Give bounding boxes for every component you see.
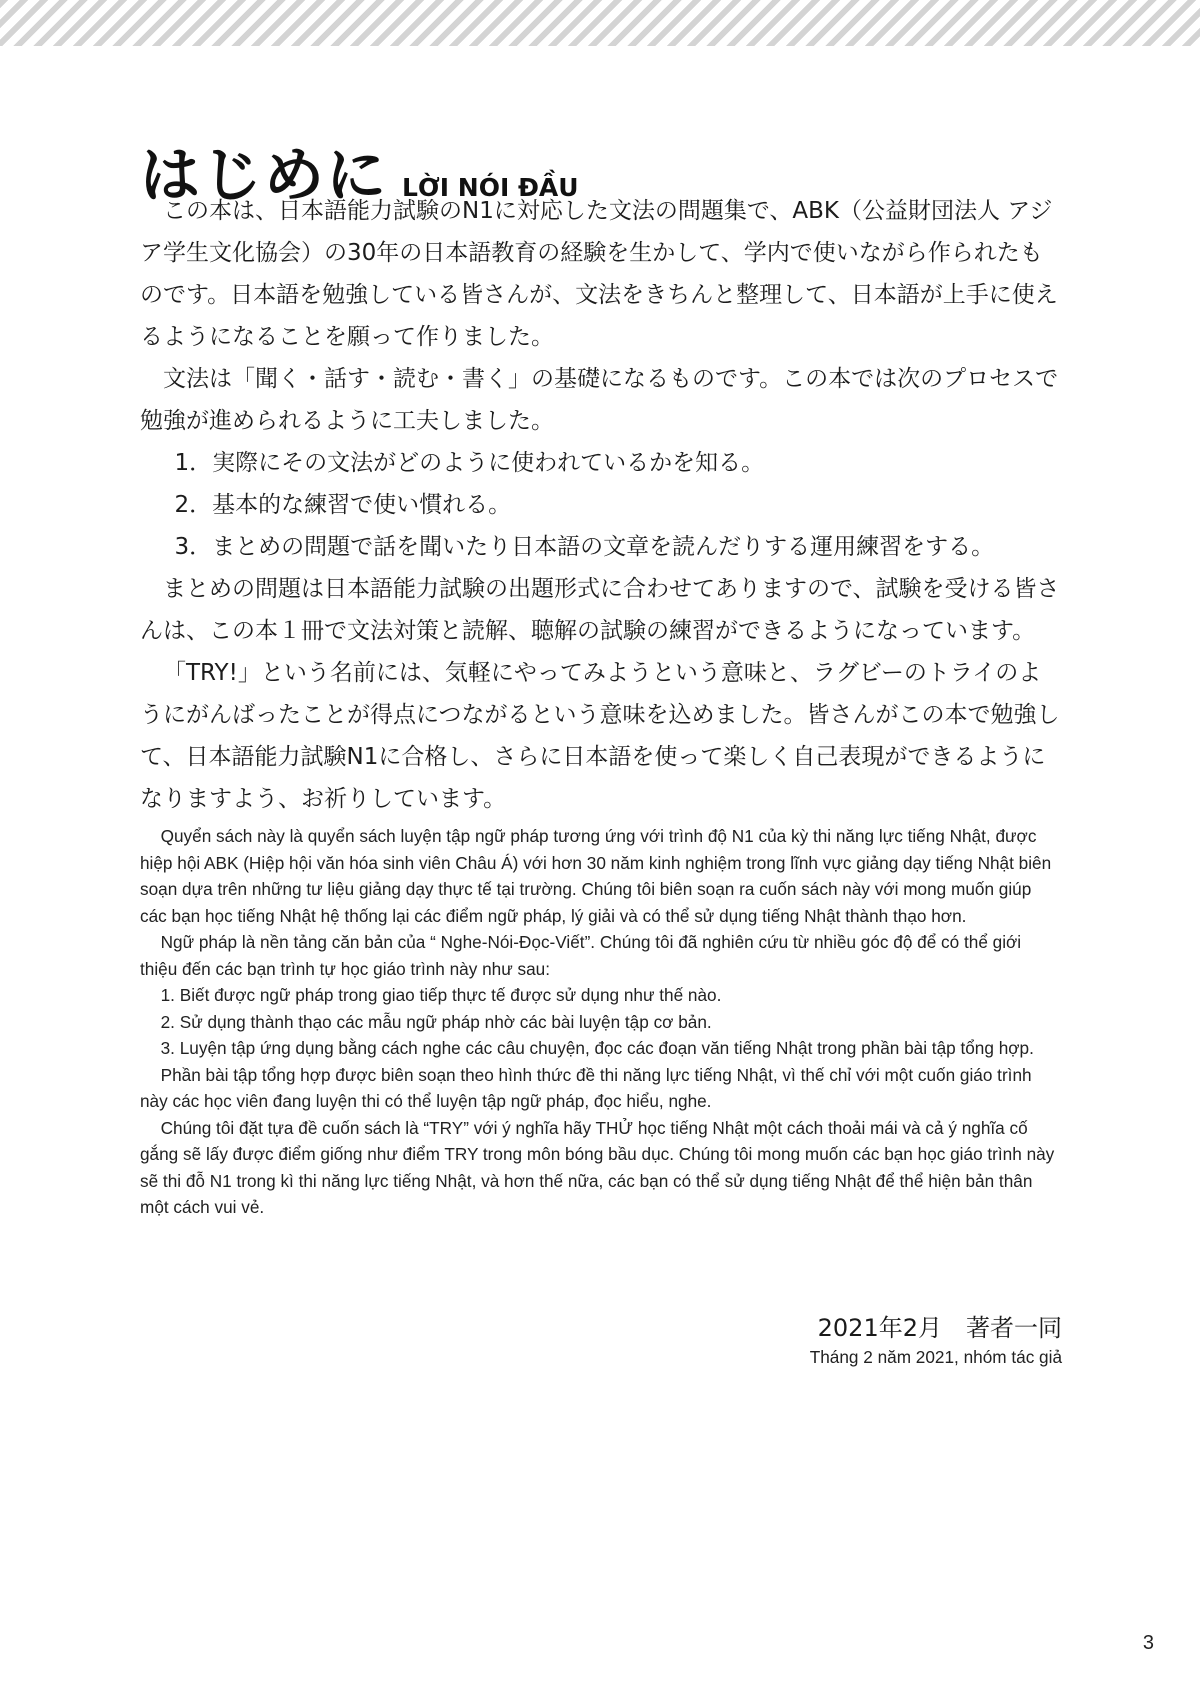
signature-japanese: 2021年2月 著者一同	[817, 1314, 1062, 1342]
vi-step-2: 2. Sử dụng thành thạo các mẫu ngữ pháp nhờ các bài luyện tập cơ bản.	[160, 1011, 712, 1032]
vi-paragraph-1: Quyển sách này là quyển sách luyện tập ngữ pháp tương ứng với trình độ N1 của kỳ thi năng lực tiếng Nhật, được hiệp hội ABK (Hiệp hội văn hóa sinh viên Châu Á) với hơn 30 năm kinh nghiệm trong lĩnh vực giảng dạy tiếng Nhật biên soạn dựa trên những tư liệu giảng dạy thực tế tại trường. Chúng tôi biên soạn ra cuốn sách này với mong muốn giúp các bạn học tiếng Nhật hệ thống lại các điểm ngữ pháp, lý giải và có thể sử dụng tiếng Nhật thành thạo hơn.	[140, 826, 1052, 926]
vi-step-1: 1. Biết được ngữ pháp trong giao tiếp thực tế được sử dụng như thế nào.	[160, 985, 722, 1005]
vi-paragraph-4: Chúng tôi đặt tựa đề cuốn sách là “TRY” với ý nghĩa hãy THỬ học tiếng Nhật một cách thoải mái và cả ý nghĩa cố gắng sẽ lấy được điểm giống như điểm TRY trong môn bóng bầu dục. Chúng tôi mong muốn các bạn học giáo trình này sẽ thi đỗ N1 trong kì thi năng lực tiếng Nhật, và hơn thế nữa, các bạn có thể sử dụng tiếng Nhật để thể hiện bản thân một cách vui vẻ.	[140, 1117, 1055, 1217]
japanese-preface	[140, 190, 1062, 820]
vi-step-3: 3. Luyện tập ứng dụng bằng cách nghe các câu chuyện, đọc các đoạn văn tiếng Nhật trong phần bài tập tổng hợp.	[160, 1038, 1034, 1058]
title-japanese: はじめに	[140, 141, 388, 211]
vi-paragraph-3: Phần bài tập tổng hợp được biên soạn theo hình thức đề thi năng lực tiếng Nhật, vì thế chỉ với một cuốn giáo trình này các học viên đang luyện thi có thể luyện tập ngữ pháp, đọc hiểu, nghe.	[140, 1064, 1032, 1111]
signature-vietnamese: Tháng 2 năm 2021, nhóm tác giả	[809, 1347, 1062, 1367]
jp-paragraph-4: 「TRY!」という名前には、気軽にやってみようという意味と、ラグビーのトライのようにがんばったことが得点につながるという意味を込めました。皆さんがこの本で勉強して、日本語能力試験N1に合格し、さらに日本語を使って楽しく自己表現ができるようになりますよう、お祈りしています。	[140, 660, 1060, 812]
jp-step-2: 2．基本的な練習で使い慣れる。	[174, 492, 512, 518]
jp-paragraph-2: 文法は「聞く・話す・読む・書く」の基礎になるものです。この本では次のプロセスで勉強が進められるように工夫しました。	[140, 366, 1059, 434]
page-number: 3	[1142, 1632, 1154, 1654]
vi-paragraph-2: Ngữ pháp là nền tảng căn bản của “ Nghe-Nói-Đọc-Viết”. Chúng tôi đã nghiên cứu từ nhiều góc độ để có thể giới thiệu đến các bạn trình tự học giáo trình này như sau:	[140, 932, 1022, 979]
jp-step-1: 1．実際にその文法がどのように使われているかを知る。	[174, 450, 765, 476]
vietnamese-preface	[140, 823, 1062, 1221]
jp-paragraph-1: この本は、日本語能力試験のN1に対応した文法の問題集で、ABK（公益財団法人 アジア学生文化協会）の30年の日本語教育の経験を生かして、学内で使いながら作られたものです。日本語を勉強している皆さんが、文法をきちんと整理して、日本語が上手に使えるようになることを願って作りました。	[140, 198, 1058, 350]
decorative-header-stripe	[0, 0, 1200, 46]
jp-step-3: 3．まとめの問題で話を聞いたり日本語の文章を読んだりする運用練習をする。	[174, 534, 995, 560]
title-vietnamese: LỜI NÓI ĐẦU	[402, 173, 579, 202]
jp-paragraph-3: まとめの問題は日本語能力試験の出題形式に合わせてありますので、試験を受ける皆さんは、この本１冊で文法対策と読解、聴解の試験の練習ができるようになっています。	[140, 576, 1060, 644]
